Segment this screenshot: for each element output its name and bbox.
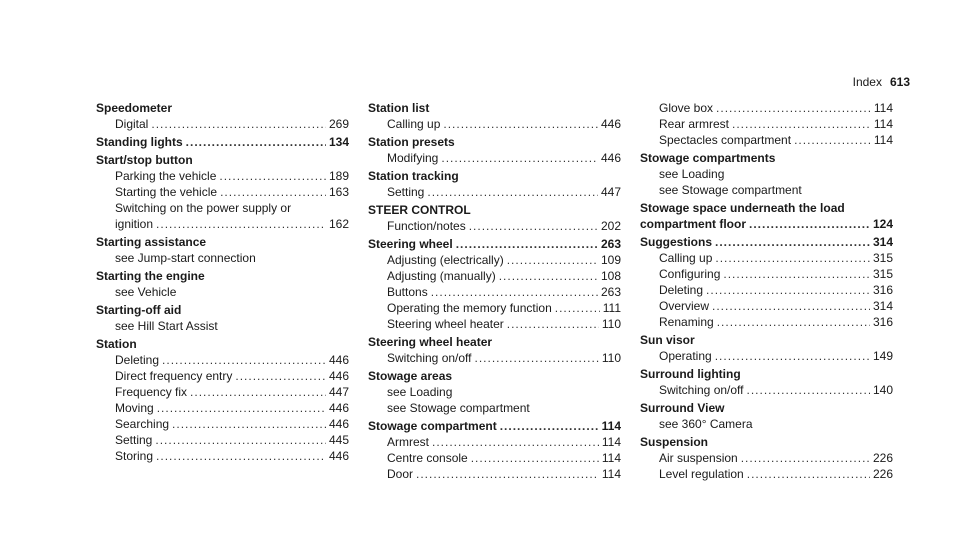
page-reference[interactable]: 446 bbox=[328, 353, 349, 367]
dot-leader bbox=[500, 418, 599, 434]
dot-leader bbox=[741, 450, 870, 466]
subentry-text: Renaming bbox=[659, 315, 714, 329]
subentry bbox=[368, 466, 621, 482]
index-entry bbox=[368, 134, 621, 166]
page-reference[interactable]: 114 bbox=[601, 419, 621, 433]
subentry-text: Air suspension bbox=[659, 451, 738, 465]
see-reference[interactable]: see Loading bbox=[659, 167, 725, 181]
subentry bbox=[368, 300, 621, 316]
subentry-text: Frequency fix bbox=[115, 385, 188, 399]
subentry-text: Setting bbox=[387, 185, 425, 199]
subentry bbox=[640, 298, 893, 314]
index-label: Index bbox=[852, 75, 882, 89]
entry-heading: Stowage compartments bbox=[640, 151, 776, 165]
subentry-text: Steering wheel heater bbox=[387, 317, 504, 331]
page-reference[interactable]: 316 bbox=[872, 283, 893, 297]
page-reference[interactable]: 314 bbox=[872, 235, 893, 249]
subentry-text: Buttons bbox=[387, 285, 428, 299]
subentry-text: Armrest bbox=[387, 435, 429, 449]
index-entry bbox=[640, 200, 893, 232]
entry-heading: Starting assistance bbox=[96, 235, 207, 249]
see-reference[interactable]: see Stowage compartment bbox=[659, 183, 802, 197]
subentry bbox=[368, 184, 621, 200]
dot-leader bbox=[747, 382, 870, 398]
index-column-2 bbox=[368, 100, 621, 484]
subentry-text: Configuring bbox=[659, 267, 721, 281]
entry-heading: Starting the engine bbox=[96, 269, 205, 283]
index-entry bbox=[368, 334, 621, 366]
dot-leader bbox=[456, 236, 598, 252]
page-reference[interactable]: 140 bbox=[872, 383, 893, 397]
index-entry bbox=[368, 418, 621, 482]
dot-leader bbox=[749, 216, 870, 232]
page-reference[interactable]: 202 bbox=[600, 219, 621, 233]
subentry-text: Calling up bbox=[387, 117, 441, 131]
subentry bbox=[96, 216, 349, 232]
subentry bbox=[640, 314, 893, 330]
page-reference[interactable]: 316 bbox=[872, 315, 893, 329]
dot-leader bbox=[715, 234, 870, 250]
page-reference[interactable]: 134 bbox=[328, 135, 349, 149]
dot-leader bbox=[427, 184, 598, 200]
index-entry bbox=[640, 332, 893, 364]
dot-leader bbox=[732, 116, 871, 132]
dot-leader bbox=[475, 350, 599, 366]
subentry-text: Deleting bbox=[115, 353, 160, 367]
entry-heading bbox=[96, 134, 349, 150]
subentry bbox=[96, 432, 349, 448]
page-reference[interactable]: 189 bbox=[328, 169, 349, 183]
page-reference[interactable]: 110 bbox=[601, 351, 621, 365]
dot-leader bbox=[706, 282, 870, 298]
dot-leader bbox=[431, 284, 598, 300]
subentry bbox=[96, 416, 349, 432]
subentry-text: Storing bbox=[115, 449, 154, 463]
subentry-text: Deleting bbox=[659, 283, 704, 297]
subentry-text: Level regulation bbox=[659, 467, 744, 481]
page-number: 613 bbox=[889, 75, 910, 89]
subentry-text: Glove box bbox=[659, 101, 714, 115]
entry-heading: Start/stop button bbox=[96, 153, 193, 167]
entry-heading-line: Stowage space underneath the load bbox=[640, 201, 845, 215]
dot-leader bbox=[155, 432, 326, 448]
dot-leader bbox=[219, 168, 326, 184]
page-reference[interactable]: 114 bbox=[601, 435, 621, 449]
subentry-text: Operating bbox=[659, 349, 712, 363]
index-entry bbox=[368, 368, 621, 416]
dot-leader bbox=[555, 300, 600, 316]
subentry-line: Switching on the power supply or bbox=[115, 201, 292, 215]
index-entry bbox=[368, 236, 621, 332]
index-entry bbox=[368, 100, 621, 132]
entry-heading-text: Standing lights bbox=[96, 135, 183, 149]
subentry-text: Searching bbox=[115, 417, 170, 431]
dot-leader bbox=[416, 466, 599, 482]
entry-heading: Station presets bbox=[368, 135, 455, 149]
subentry bbox=[96, 400, 349, 416]
entry-heading: Station list bbox=[368, 101, 430, 115]
subentry-text: Setting bbox=[115, 433, 153, 447]
see-reference[interactable]: see Vehicle bbox=[115, 285, 177, 299]
subentry-text: Direct frequency entry bbox=[115, 369, 233, 383]
index-column-1 bbox=[96, 100, 349, 466]
page-reference[interactable]: 269 bbox=[328, 117, 349, 131]
subentry bbox=[96, 168, 349, 184]
subentry bbox=[640, 132, 893, 148]
dot-leader bbox=[156, 216, 326, 232]
entry-heading: Steering wheel heater bbox=[368, 335, 493, 349]
subentry-text: Parking the vehicle bbox=[115, 169, 217, 183]
page-reference[interactable]: 162 bbox=[328, 217, 349, 231]
entry-heading bbox=[640, 216, 893, 232]
index-entry bbox=[640, 234, 893, 330]
subentry bbox=[640, 450, 893, 466]
page-reference[interactable]: 226 bbox=[872, 451, 893, 465]
subentry bbox=[368, 284, 621, 300]
dot-leader bbox=[716, 100, 871, 116]
index-entry bbox=[640, 434, 893, 482]
index-entry bbox=[96, 100, 349, 132]
index-entry bbox=[640, 150, 893, 198]
page-header bbox=[853, 75, 910, 89]
entry-heading: Station tracking bbox=[368, 169, 459, 183]
index-entry bbox=[96, 302, 349, 334]
subentry-text: Switching on/off bbox=[387, 351, 472, 365]
page-reference[interactable]: 109 bbox=[600, 253, 621, 267]
subentry bbox=[96, 384, 349, 400]
dot-leader bbox=[441, 150, 598, 166]
page-reference[interactable]: 446 bbox=[600, 151, 621, 165]
subentry bbox=[368, 252, 621, 268]
dot-leader bbox=[507, 316, 599, 332]
page-reference[interactable]: 263 bbox=[600, 237, 621, 251]
subentry-text: Adjusting (manually) bbox=[387, 269, 496, 283]
entry-heading: Suspension bbox=[640, 435, 709, 449]
page-reference[interactable]: 124 bbox=[872, 217, 893, 231]
dot-leader bbox=[151, 116, 326, 132]
subentry bbox=[640, 348, 893, 364]
dot-leader bbox=[471, 450, 599, 466]
page-reference[interactable]: 114 bbox=[873, 133, 893, 147]
page-reference[interactable]: 163 bbox=[328, 185, 349, 199]
dot-leader bbox=[157, 400, 326, 416]
dot-leader bbox=[190, 384, 326, 400]
page-reference[interactable]: 263 bbox=[600, 285, 621, 299]
entry-heading: Surround lighting bbox=[640, 367, 741, 381]
subentry bbox=[368, 316, 621, 332]
entry-heading-text: Suggestions bbox=[640, 235, 713, 249]
subentry bbox=[368, 350, 621, 366]
entry-heading: Sun visor bbox=[640, 333, 695, 347]
subentry-text: Door bbox=[387, 467, 414, 481]
dot-leader bbox=[712, 298, 870, 314]
page-reference[interactable]: 445 bbox=[328, 433, 349, 447]
see-reference[interactable]: see Stowage compartment bbox=[387, 401, 530, 415]
page-reference[interactable]: 315 bbox=[872, 251, 893, 265]
index-entry bbox=[640, 100, 893, 148]
page-reference[interactable]: 110 bbox=[601, 317, 621, 331]
dot-leader bbox=[794, 132, 871, 148]
index-entry bbox=[368, 168, 621, 200]
subentry bbox=[368, 218, 621, 234]
entry-heading: Stowage areas bbox=[368, 369, 453, 383]
page-reference[interactable]: 114 bbox=[601, 467, 621, 481]
subentry-text: Adjusting (electrically) bbox=[387, 253, 504, 267]
page-reference[interactable]: 314 bbox=[872, 299, 893, 313]
index-entry bbox=[96, 234, 349, 266]
subentry-text: Calling up bbox=[659, 251, 713, 265]
subentry bbox=[640, 282, 893, 298]
dot-leader bbox=[723, 266, 870, 282]
subentry-text: Switching on/off bbox=[659, 383, 744, 397]
subentry-text: Centre console bbox=[387, 451, 468, 465]
entry-heading-text: Steering wheel bbox=[368, 237, 453, 251]
page-reference[interactable]: 114 bbox=[873, 101, 893, 115]
index-entry bbox=[640, 400, 893, 432]
index-entry bbox=[96, 336, 349, 464]
dot-leader bbox=[715, 250, 870, 266]
entry-heading: Station bbox=[96, 337, 137, 351]
dot-leader bbox=[156, 448, 326, 464]
subentry bbox=[640, 266, 893, 282]
page-reference[interactable]: 447 bbox=[600, 185, 621, 199]
subentry bbox=[96, 448, 349, 464]
page-reference[interactable]: 149 bbox=[872, 349, 893, 363]
subentry-text: Digital bbox=[115, 117, 149, 131]
dot-leader bbox=[507, 252, 598, 268]
subentry-text: Moving bbox=[115, 401, 154, 415]
dot-leader bbox=[715, 348, 870, 364]
entry-heading: Starting-off aid bbox=[96, 303, 182, 317]
subentry bbox=[640, 116, 893, 132]
subentry bbox=[640, 100, 893, 116]
page-reference[interactable]: 114 bbox=[601, 451, 621, 465]
entry-heading-text: Stowage compartment bbox=[368, 419, 497, 433]
page-reference[interactable]: 446 bbox=[600, 117, 621, 131]
subentry bbox=[368, 116, 621, 132]
subentry bbox=[96, 352, 349, 368]
entry-heading bbox=[368, 236, 621, 252]
index-column-3 bbox=[640, 100, 893, 484]
subentry bbox=[640, 250, 893, 266]
dot-leader bbox=[469, 218, 598, 234]
see-reference[interactable]: see Jump-start connection bbox=[115, 251, 256, 265]
page-reference[interactable]: 446 bbox=[328, 369, 349, 383]
subentry-text: Function/notes bbox=[387, 219, 466, 233]
dot-leader bbox=[499, 268, 598, 284]
entry-heading: Speedometer bbox=[96, 101, 173, 115]
subentry bbox=[96, 116, 349, 132]
dot-leader bbox=[162, 352, 326, 368]
index-entry bbox=[368, 202, 621, 234]
see-reference[interactable]: see Loading bbox=[387, 385, 453, 399]
index-entry bbox=[640, 366, 893, 398]
subentry bbox=[368, 434, 621, 450]
dot-leader bbox=[432, 434, 599, 450]
subentry bbox=[640, 382, 893, 398]
index-entry bbox=[96, 268, 349, 300]
index-entry bbox=[96, 134, 349, 150]
subentry-text: Spectacles compartment bbox=[659, 133, 792, 147]
entry-heading bbox=[640, 234, 893, 250]
subentry bbox=[96, 368, 349, 384]
dot-leader bbox=[235, 368, 326, 384]
subentry-text: Rear armrest bbox=[659, 117, 730, 131]
page-reference[interactable]: 447 bbox=[328, 385, 349, 399]
page-reference[interactable]: 108 bbox=[600, 269, 621, 283]
subentry bbox=[368, 150, 621, 166]
entry-heading: Surround View bbox=[640, 401, 725, 415]
see-reference[interactable]: see 360° Camera bbox=[659, 417, 753, 431]
dot-leader bbox=[220, 184, 326, 200]
subentry-text: Modifying bbox=[387, 151, 439, 165]
page-reference[interactable]: 446 bbox=[328, 449, 349, 463]
page-reference[interactable]: 226 bbox=[872, 467, 893, 481]
dot-leader bbox=[443, 116, 598, 132]
see-reference[interactable]: see Hill Start Assist bbox=[115, 319, 218, 333]
entry-heading-text: compartment floor bbox=[640, 217, 747, 231]
page-reference[interactable]: 111 bbox=[602, 301, 621, 315]
page-reference[interactable]: 446 bbox=[328, 417, 349, 431]
subentry-text: Starting the vehicle bbox=[115, 185, 218, 199]
dot-leader bbox=[747, 466, 870, 482]
page-reference[interactable]: 315 bbox=[872, 267, 893, 281]
subentry-text: ignition bbox=[115, 217, 154, 231]
subentry bbox=[368, 450, 621, 466]
dot-leader bbox=[186, 134, 326, 150]
dot-leader bbox=[172, 416, 326, 432]
subentry bbox=[640, 466, 893, 482]
entry-heading bbox=[368, 418, 621, 434]
page-reference[interactable]: 446 bbox=[328, 401, 349, 415]
subentry bbox=[96, 184, 349, 200]
subentry-text: Overview bbox=[659, 299, 710, 313]
entry-heading: STEER CONTROL bbox=[368, 203, 471, 217]
subentry-text: Operating the memory function bbox=[387, 301, 552, 315]
subentry bbox=[368, 268, 621, 284]
dot-leader bbox=[717, 314, 870, 330]
index-entry bbox=[96, 152, 349, 232]
page-reference[interactable]: 114 bbox=[873, 117, 893, 131]
